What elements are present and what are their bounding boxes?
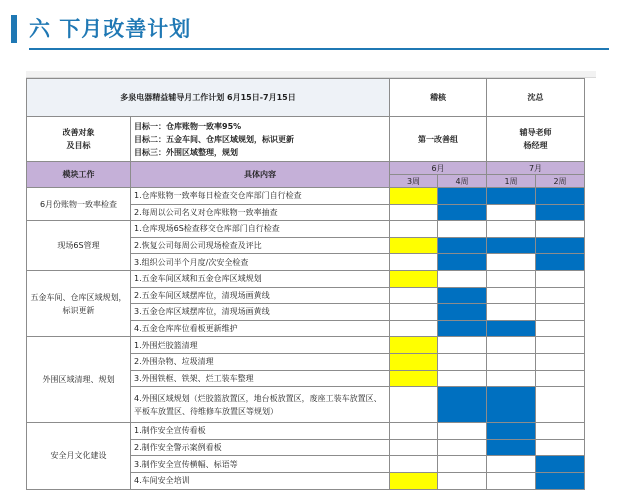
task-content: 4.外围区域规划（烂胶篮放置区，地台板放置区，废座工装车放置区、平板车放置区、待维修车放置区等规划） xyxy=(131,387,390,423)
week-header: 4周 xyxy=(438,175,487,188)
task-content: 1.制作安全宣传看板 xyxy=(131,423,390,440)
module-name: 现场6S管理 xyxy=(27,221,131,271)
schedule-cell xyxy=(390,304,438,321)
schedule-cell xyxy=(536,287,585,304)
schedule-cell xyxy=(438,370,487,387)
title-accent-bar xyxy=(11,15,17,43)
week-header: 3周 xyxy=(390,175,438,188)
goal-item: 目标一：仓库账物一致率95% xyxy=(134,121,242,131)
module-name: 外围区域清理、规划 xyxy=(27,337,131,423)
schedule-cell xyxy=(438,320,487,337)
schedule-cell xyxy=(438,472,487,489)
schedule-cell xyxy=(487,439,536,456)
goals-list xyxy=(131,117,390,162)
schedule-cell xyxy=(438,456,487,473)
schedule-cell xyxy=(487,353,536,370)
schedule-cell xyxy=(438,237,487,254)
task-content: 2.外围杂物、垃圾清理 xyxy=(131,353,390,370)
header-row xyxy=(27,79,585,117)
schedule-cell xyxy=(438,423,487,440)
schedule-cell xyxy=(438,304,487,321)
schedule-cell xyxy=(487,337,536,354)
team-name: 第一改善组 xyxy=(390,117,487,162)
task-content: 3.制作安全宣传横幅、标语等 xyxy=(131,456,390,473)
task-content: 1.五金车间区域和五金仓库区域规划 xyxy=(131,270,390,287)
schedule-cell xyxy=(390,270,438,287)
schedule-cell xyxy=(438,353,487,370)
page-title: 六 下月改善计划 xyxy=(29,17,192,41)
schedule-cell xyxy=(487,304,536,321)
goal-item: 目标二：五金车间、仓库区域规划，标识更新 xyxy=(134,134,294,144)
schedule-cell xyxy=(390,287,438,304)
module-name: 6月份账物一致率检查 xyxy=(27,188,131,221)
schedule-cell xyxy=(536,337,585,354)
schedule-cell xyxy=(438,254,487,271)
schedule-cell xyxy=(390,204,438,221)
schedule-cell xyxy=(390,370,438,387)
schedule-cell xyxy=(438,387,487,423)
schedule-cell xyxy=(390,456,438,473)
spreadsheet-column-header-strip xyxy=(26,71,596,78)
content-column-header: 具体内容 xyxy=(131,162,390,188)
week-header: 1周 xyxy=(487,175,536,188)
schedule-cell xyxy=(487,456,536,473)
schedule-cell xyxy=(487,254,536,271)
schedule-cell xyxy=(487,472,536,489)
task-content: 3.组织公司半个月度/次安全检查 xyxy=(131,254,390,271)
task-content: 4.车间安全培训 xyxy=(131,472,390,489)
mentor-name: 辅导老师 杨经理 xyxy=(487,117,585,162)
task-content: 2.每周以公司名义对仓库账物一致率抽查 xyxy=(131,204,390,221)
schedule-cell xyxy=(487,423,536,440)
schedule-cell xyxy=(487,270,536,287)
schedule-cell xyxy=(390,237,438,254)
plan-title: 多泉电器精益辅导月工作计划 6月15日-7月15日 xyxy=(27,79,390,117)
schedule-cell xyxy=(487,287,536,304)
table-row xyxy=(27,221,585,238)
schedule-cell xyxy=(487,320,536,337)
title-underline xyxy=(29,48,609,50)
schedule-cell xyxy=(438,204,487,221)
schedule-cell xyxy=(536,237,585,254)
table-row xyxy=(27,188,585,205)
schedule-cell xyxy=(390,254,438,271)
schedule-cell xyxy=(487,387,536,423)
schedule-cell xyxy=(536,370,585,387)
schedule-cell xyxy=(487,204,536,221)
schedule-cell xyxy=(536,254,585,271)
month-june-header: 6月 xyxy=(390,162,487,175)
schedule-cell xyxy=(487,237,536,254)
table-row xyxy=(27,270,585,287)
schedule-cell xyxy=(390,353,438,370)
schedule-cell xyxy=(536,353,585,370)
task-content: 1.仓库现场6S检查移交仓库部门自行检查 xyxy=(131,221,390,238)
task-content: 4.五金仓库库位看板更新维护 xyxy=(131,320,390,337)
schedule-cell xyxy=(536,439,585,456)
task-content: 2.恢复公司每周公司现场检查及评比 xyxy=(131,237,390,254)
schedule-cell xyxy=(390,188,438,205)
schedule-cell xyxy=(438,287,487,304)
schedule-cell xyxy=(438,221,487,238)
task-content: 2.制作安全警示案例看板 xyxy=(131,439,390,456)
schedule-cell xyxy=(390,439,438,456)
task-content: 1.外围烂胶篮清理 xyxy=(131,337,390,354)
module-name: 五金车间、仓库区域规划，标识更新 xyxy=(27,270,131,336)
schedule-cell xyxy=(438,270,487,287)
table-row xyxy=(27,423,585,440)
schedule-cell xyxy=(536,456,585,473)
director-label: 沈总 xyxy=(487,79,585,117)
schedule-cell xyxy=(390,472,438,489)
schedule-cell xyxy=(438,337,487,354)
task-content: 3.五金仓库区域摆库位，清现场画黄线 xyxy=(131,304,390,321)
schedule-cell xyxy=(536,188,585,205)
task-content: 2.五金车间区域摆库位，清现场画黄线 xyxy=(131,287,390,304)
goal-item: 目标三：外围区域整理，规划 xyxy=(134,147,238,157)
task-content: 3.外围铁框、铁架、烂工装车整理 xyxy=(131,370,390,387)
improvement-plan-table xyxy=(26,78,585,490)
review-label: 稽核 xyxy=(390,79,487,117)
module-name: 安全月文化建设 xyxy=(27,423,131,489)
schedule-cell xyxy=(536,204,585,221)
month-july-header: 7月 xyxy=(487,162,585,175)
schedule-cell xyxy=(536,221,585,238)
schedule-cell xyxy=(438,439,487,456)
schedule-cell xyxy=(536,423,585,440)
week-header: 2周 xyxy=(536,175,585,188)
goals-row xyxy=(27,117,585,162)
module-column-header: 模块工作 xyxy=(27,162,131,188)
schedule-cell xyxy=(487,221,536,238)
schedule-cell xyxy=(390,337,438,354)
schedule-cell xyxy=(536,472,585,489)
schedule-cell xyxy=(536,387,585,423)
schedule-cell xyxy=(536,270,585,287)
schedule-cell xyxy=(536,320,585,337)
schedule-cell xyxy=(390,423,438,440)
task-content: 1.仓库账物一致率每日检查交仓库部门自行检查 xyxy=(131,188,390,205)
schedule-cell xyxy=(487,188,536,205)
month-header-row xyxy=(27,162,585,175)
table-row xyxy=(27,337,585,354)
schedule-cell xyxy=(390,221,438,238)
schedule-cell xyxy=(390,387,438,423)
goals-label: 改善对象 及目标 xyxy=(27,117,131,162)
schedule-cell xyxy=(536,304,585,321)
schedule-cell xyxy=(390,320,438,337)
schedule-cell xyxy=(438,188,487,205)
schedule-cell xyxy=(487,370,536,387)
